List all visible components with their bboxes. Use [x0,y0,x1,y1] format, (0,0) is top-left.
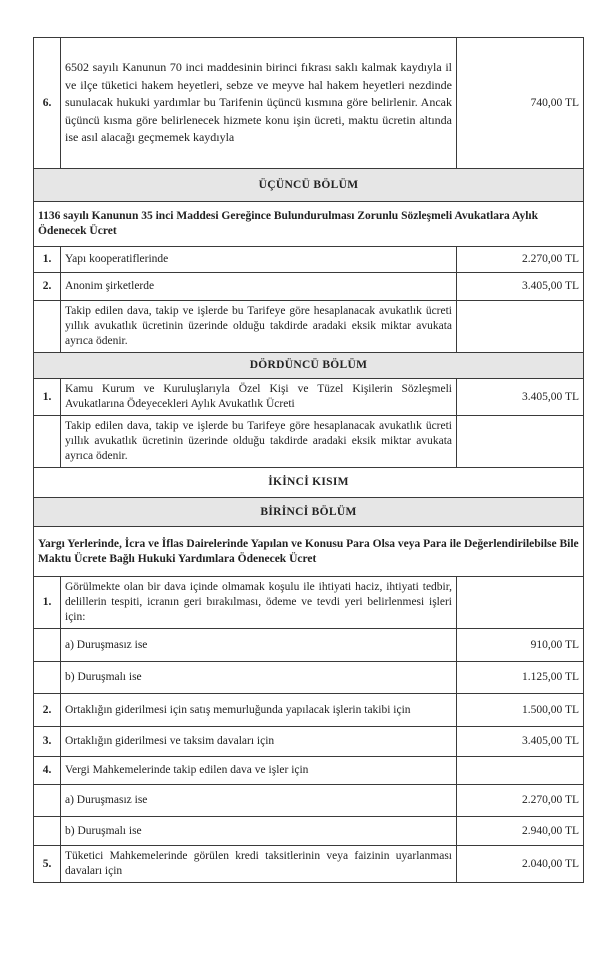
sub-row [34,662,584,694]
section-heading: 1136 sayılı Kanunun 35 inci Maddesi Gereğince Bulundurulması Zorunlu Sözleşmeli Avukatlara Aylık Ödenecek Ücret [34,202,584,247]
row-number-empty [34,817,61,846]
row-number: 2. [34,273,61,301]
row-amount: 3.405,00 TL [457,727,584,757]
row-number-empty [34,416,61,468]
table-row [34,273,584,301]
row-number-empty [34,785,61,817]
sub-row [34,629,584,662]
row-number: 3. [34,727,61,757]
row-amount: 3.405,00 TL [457,273,584,301]
row-amount: 1.500,00 TL [457,694,584,727]
row-number: 6. [34,38,61,169]
sub-row [34,785,584,817]
row-amount: 2.940,00 TL [457,817,584,846]
sub-row-description: a) Duruşmasız ise [61,629,457,662]
row-description: Anonim şirketlerde [61,273,457,301]
sub-row-description: a) Duruşmasız ise [61,785,457,817]
table-row [34,846,584,883]
row-amount: 3.405,00 TL [457,379,584,416]
sub-row-description: b) Duruşmalı ise [61,817,457,846]
row-description: Ortaklığın giderilmesi ve taksim davaları için [61,727,457,757]
row-number-empty [34,662,61,694]
row-amount-empty [457,416,584,468]
row-amount-empty [457,301,584,353]
section-title-row [34,169,584,202]
sub-row [34,817,584,846]
note-text: Takip edilen dava, takip ve işlerde bu Tarifeye göre hesaplanacak avukatlık ücreti yıllık avukatlık ücretinin üzerinde olduğu takdirde aradaki eksik miktar avukata ayrıca ödenir. [61,416,457,468]
note-row [34,416,584,468]
section-heading-row [34,202,584,247]
section-heading: Yargı Yerlerinde, İcra ve İflas Dairelerinde Yapılan ve Konusu Para Olsa veya Para ile Değerlendirilebilse Bile Maktu Ücrete Bağlı Hukuki Yardımlara Ödenecek Ücret [34,527,584,577]
row-amount: 2.270,00 TL [457,785,584,817]
row-amount: 740,00 TL [457,38,584,169]
row-amount-empty [457,577,584,629]
table-row [34,577,584,629]
row-description: Tüketici Mahkemelerinde görülen kredi taksitlerinin veya faizinin uyarlanması davaları için [61,846,457,883]
row-amount: 1.125,00 TL [457,662,584,694]
row-amount: 2.040,00 TL [457,846,584,883]
table-row [34,757,584,785]
row-description: Görülmekte olan bir dava içinde olmamak koşulu ile ihtiyati haciz, ihtiyati tedbir, delillerin tespiti, icranın geri bırakılması, ödeme ve tevdi yeri belirlenmesi işleri için: [61,577,457,629]
row-number: 2. [34,694,61,727]
row-number: 1. [34,577,61,629]
table-row [34,247,584,273]
row-number: 4. [34,757,61,785]
sub-row-description: b) Duruşmalı ise [61,662,457,694]
section-title-row [34,498,584,527]
table-row [34,379,584,416]
row-description: Ortaklığın giderilmesi için satış memurluğunda yapılacak işlerin takibi için [61,694,457,727]
row-number: 5. [34,846,61,883]
row-number-empty [34,301,61,353]
part-title-ikinci-kisim: İKİNCİ KISIM [34,468,584,498]
row-number: 1. [34,379,61,416]
row-description: 6502 sayılı Kanunun 70 inci maddesinin birinci fıkrası saklı kalmak kaydıyla il ve ilçe tüketici hakem heyetleri, sebze ve meyve hal hakem heyetleri nezdinde sunulacak hukuki yardımlar bu Tarifenin üçüncü kısmına göre belirlenir. Ancak üçüncü kısma göre belirlenecek hizmete konu işin ücreti, maktu ücretin altında ise asıl alacağı geçmemek kaydıyla [61,38,457,169]
row-number-empty [34,629,61,662]
row-description: Kamu Kurum ve Kuruluşlarıyla Özel Kişi ve Tüzel Kişilerin Sözleşmeli Avukatlarına Ödeyecekleri Aylık Avukatlık Ücreti [61,379,457,416]
row-number: 1. [34,247,61,273]
part-title-row [34,468,584,498]
section-title-dorduncu-bolum: DÖRDÜNCÜ BÖLÜM [34,353,584,379]
note-text: Takip edilen dava, takip ve işlerde bu Tarifeye göre hesaplanacak avukatlık ücreti yıllık avukatlık ücretinin üzerinde olduğu takdirde aradaki eksik miktar avukata ayrıca ödenir. [61,301,457,353]
row-amount: 910,00 TL [457,629,584,662]
section-title-birinci-bolum: BİRİNCİ BÖLÜM [34,498,584,527]
table-row [34,694,584,727]
row-amount: 2.270,00 TL [457,247,584,273]
table-row-item-6 [34,38,584,169]
section-title-ucuncu-bolum: ÜÇÜNCÜ BÖLÜM [34,169,584,202]
row-description: Vergi Mahkemelerinde takip edilen dava ve işler için [61,757,457,785]
row-amount-empty [457,757,584,785]
fee-tariff-table [33,37,584,883]
section-title-row [34,353,584,379]
section-heading-row [34,527,584,577]
row-description: Yapı kooperatiflerinde [61,247,457,273]
table-row [34,727,584,757]
note-row [34,301,584,353]
